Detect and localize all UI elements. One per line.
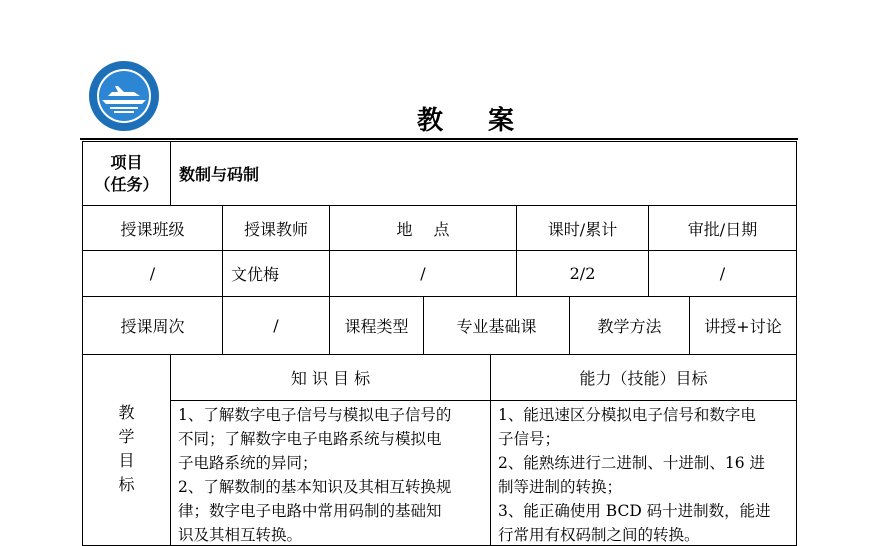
ability-line: 3、能正确使用 BCD 码十进制数，能进 [498, 502, 771, 520]
approve-label-cell [648, 205, 797, 251]
project-label-line2: （任务） [94, 174, 159, 194]
type-label-cell [329, 296, 424, 355]
approve-label: 审批/日期 [687, 219, 758, 239]
hours-value: 2/2 [569, 264, 596, 283]
knowledge-line: 2、了解数制的基本知识及其相互转换规 [178, 478, 452, 496]
project-value: 数制与码制 [179, 165, 260, 184]
week-label-cell [82, 296, 223, 355]
knowledge-header-cell [170, 354, 491, 401]
approve-value: / [719, 264, 726, 283]
class-label: 授课班级 [120, 219, 185, 239]
objectives-side-label-cell [82, 354, 171, 546]
knowledge-line: 律；数字电子电路中常用码制的基础知 [178, 502, 442, 520]
ability-line: 2、能熟练进行二进制、十进制、16 进 [498, 454, 766, 472]
week-label: 授课周次 [120, 317, 185, 336]
type-value: 专业基础课 [456, 317, 537, 336]
class-value: / [149, 264, 156, 283]
ability-line: 1、能迅速区分模拟电子信号和数字电 [498, 406, 756, 424]
airplane-seal-icon [88, 60, 160, 132]
document-title: 教 案 [417, 106, 533, 136]
ability-header: 能力（技能）目标 [579, 369, 708, 388]
method-value: 讲授+讨论 [704, 317, 782, 336]
location-value: / [420, 264, 426, 283]
knowledge-line: 不同；了解数字电子电路系统与模拟电 [178, 430, 442, 448]
project-value-cell [170, 141, 797, 206]
location-label: 地 点 [396, 219, 450, 239]
type-label: 课程类型 [344, 317, 409, 336]
class-value-cell [82, 250, 223, 297]
teacher-label: 授课教师 [243, 219, 308, 239]
objectives-side-char: 学 [118, 427, 135, 446]
hours-label-cell [516, 205, 649, 251]
knowledge-line: 识及其相互转换。 [178, 526, 303, 544]
knowledge-line: 1、了解数字电子信号与模拟电子信号的 [178, 406, 452, 424]
teacher-value-cell [222, 250, 330, 297]
ability-objectives-text [490, 400, 797, 546]
teacher-value: 文优梅 [231, 265, 280, 284]
knowledge-line: 子电路系统的异同； [178, 454, 318, 472]
hours-label: 课时/累计 [547, 219, 618, 239]
location-value-cell [329, 250, 517, 297]
knowledge-header: 知 识 目 标 [290, 369, 371, 388]
ability-line: 制等进制的转换； [498, 478, 623, 496]
objectives-side-char: 教 [118, 403, 135, 422]
method-label: 教学方法 [597, 317, 662, 336]
ability-header-cell [490, 354, 797, 401]
type-value-cell [423, 296, 570, 355]
method-value-cell [689, 296, 797, 355]
project-label-cell [82, 141, 171, 206]
project-label-line1: 项目 [110, 152, 143, 172]
title-rule [80, 138, 798, 140]
ability-line: 子信号； [498, 430, 561, 448]
ability-line: 行常用有权码制之间的转换。 [498, 526, 700, 544]
week-value: / [273, 316, 279, 335]
approve-value-cell [648, 250, 797, 297]
knowledge-objectives-text [170, 400, 491, 546]
objectives-side-char: 标 [118, 475, 135, 494]
school-logo [88, 60, 160, 132]
location-label-cell [329, 205, 517, 251]
method-label-cell [569, 296, 690, 355]
objectives-side-char: 目 [118, 451, 135, 470]
class-label-cell [82, 205, 223, 251]
teacher-label-cell [222, 205, 330, 251]
hours-value-cell [516, 250, 649, 297]
week-value-cell [222, 296, 330, 355]
